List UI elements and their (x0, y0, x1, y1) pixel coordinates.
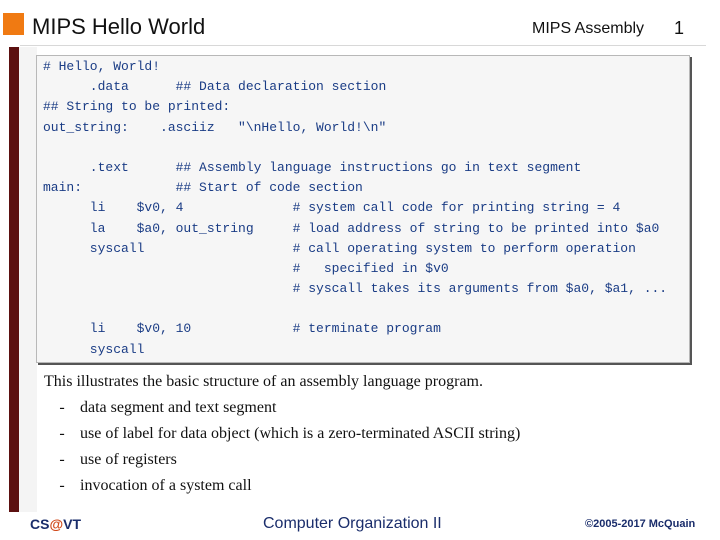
code-line: syscall (43, 341, 145, 357)
bullet-item (44, 421, 520, 447)
header-divider (20, 45, 706, 46)
code-line: syscall # call operating system to perform operation (43, 240, 636, 256)
page-number: 1 (674, 18, 685, 38)
code-line: # syscall takes its arguments from $a0, $a1, ... (43, 281, 668, 297)
code-line: li $v0, 10 # terminate program (43, 321, 441, 337)
bullet-dash: - (59, 477, 65, 494)
code-line: .data ## Data declaration section (43, 79, 387, 95)
bullet-dash: - (59, 399, 65, 416)
bullet-text: use of label for data object (which is a zero-terminated ASCII string) (80, 425, 521, 442)
code-line: main: ## Start of code section (43, 180, 363, 196)
code-line (43, 138, 667, 158)
footer-course-title: Computer Organization II (263, 515, 442, 532)
slide-title: MIPS Hello World (32, 14, 206, 39)
title-accent-square (3, 13, 24, 35)
description (44, 369, 520, 499)
code-line: .text ## Assembly language instructions go in text segment (43, 159, 582, 175)
code-line: # specified in $v0 (43, 260, 449, 276)
bullet-text: invocation of a system call (80, 477, 252, 494)
left-accent-bar (9, 47, 19, 512)
code-line: # Hello, World! (43, 59, 161, 74)
bullet-dash: - (59, 425, 65, 442)
footer-vt: VT (63, 516, 81, 532)
footer-copyright: ©2005-2017 McQuain (585, 518, 696, 530)
code-line (43, 299, 667, 319)
bullet-text: data segment and text segment (80, 399, 277, 416)
bullet-item (44, 447, 520, 473)
code-line: la $a0, out_string # load address of string to be printed into $a0 (43, 220, 660, 236)
bullet-text: use of registers (80, 451, 177, 468)
left-accent-bar-light (19, 47, 37, 512)
code-line: li $v0, 4 # system call code for printing string = 4 (43, 200, 621, 216)
code-listing (43, 57, 667, 360)
footer-at: @ (49, 516, 64, 532)
section-label: MIPS Assembly (532, 20, 645, 37)
footer-course-label (30, 516, 81, 532)
footer-cs: CS (30, 516, 50, 532)
bullet-dash: - (59, 451, 65, 468)
bullet-item (44, 473, 520, 499)
code-line: out_string: .asciiz "\nHello, World!\n" (43, 119, 387, 135)
code-line: ## String to be printed: (43, 99, 231, 115)
description-intro: This illustrates the basic structure of an assembly language program. (44, 373, 483, 390)
bullet-item (44, 395, 520, 421)
